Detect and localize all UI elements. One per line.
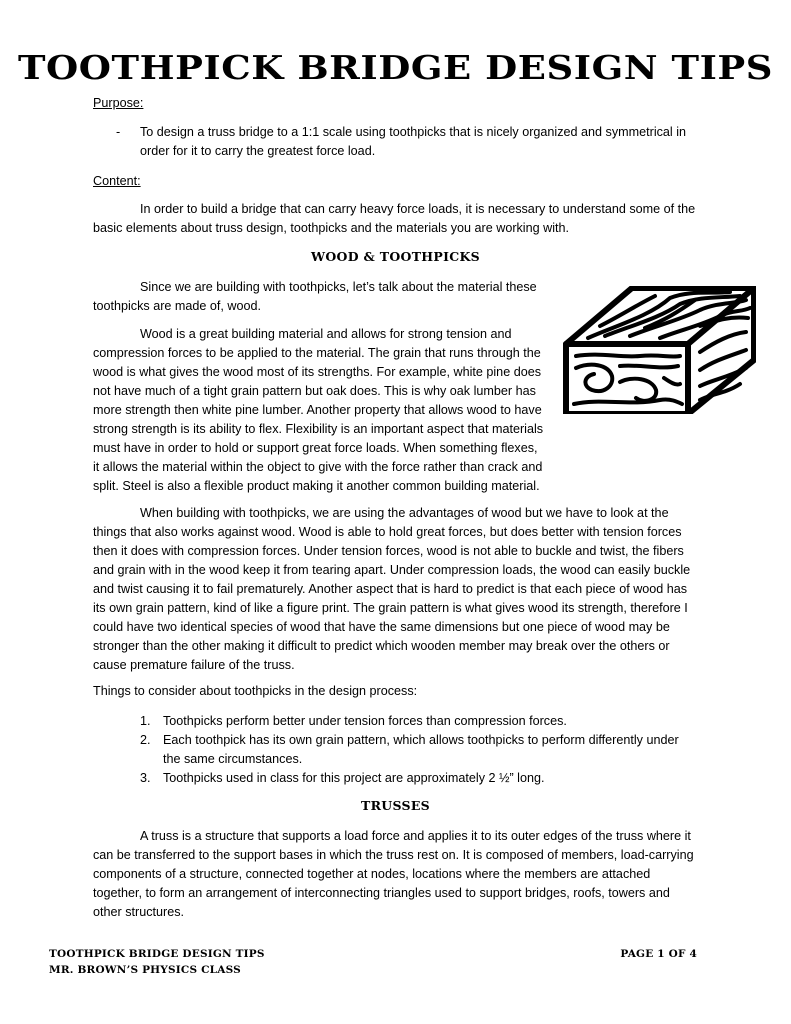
wood-paragraph-1 (93, 278, 543, 316)
purpose-text: To design a truss bridge to a 1:1 scale using toothpicks that is nicely organized and symmetrical in order for it to carry the greatest force load. (140, 125, 687, 158)
intro-paragraph: In order to build a bridge that can carry heavy force loads, it is necessary to understand some of the basic elements about truss design, toothpicks and the materials you are working with. (93, 202, 696, 235)
footer-doc-title: TOOTHPICK BRIDGE DESIGN TIPS (49, 948, 265, 960)
page-title: TOOTHPICK BRIDGE DESIGN TIPS (17, 48, 774, 87)
wood-p3-text: When building with toothpicks, we are using the advantages of wood but we have to look at the things that also works against wood. Wood is able to hold great forces, but does better with tension forces then it does with compression forces. Under tension forces, wood is not able to buckle and twist, the fibers and grain with in the wood keep it from tearing apart. Under compression loads, the wood can easily buckle and twist causing it to fail prematurely. Another aspect that is hard to predict is that each piece of wood has its own grain pattern, kind of like a figure print. The grain pattern is what gives wood its strength, therefore I could have two identical species of wood that have the same dimensions but one piece of wood may be stronger than the other making it difficult to predict which wooden member may break over the others or cause premature failure of the truss. (93, 506, 691, 672)
wood-paragraph-3 (93, 504, 696, 675)
content-intro (93, 200, 696, 238)
consider-text: Things to consider about toothpicks in the design process: (93, 684, 418, 698)
trusses-paragraph-1 (93, 827, 696, 922)
footer-page-number: PAGE 1 OF 4 (620, 948, 697, 960)
wood-p1-text: Since we are building with toothpicks, let’s talk about the material these toothpicks are made of, wood. (93, 280, 537, 313)
list-item-text: Toothpicks perform better under tension forces than compression forces. (163, 714, 567, 728)
list-item (93, 769, 696, 788)
footer-class-name: MR. BROWN’S PHYSICS CLASS (49, 964, 241, 976)
wood-section-heading: WOOD & TOOTHPICKS (310, 249, 481, 264)
trusses-p1-text: A truss is a structure that supports a load force and applies it to its outer edges of the truss where it can be transferred to the support bases in which the truss rest on. It is composed of members, load-carrying components of a structure, connected together at nodes, locations where the members are attached together, to form an arrangement of interconnecting triangles used to support bridges, roofs, towers and other structures. (93, 829, 694, 919)
trusses-section-heading: TRUSSES (360, 798, 431, 813)
purpose-bullet: - (116, 125, 121, 139)
list-item (93, 712, 696, 731)
list-item (93, 731, 696, 769)
wood-paragraph-2 (93, 325, 696, 496)
content-label: Content: (93, 174, 141, 188)
list-item-number: 1. (140, 714, 151, 728)
purpose-label: Purpose: (93, 96, 144, 110)
list-item-number: 3. (140, 771, 151, 785)
list-item-text: Each toothpick has its own grain pattern, which allows toothpicks to perform differently under the same circumstances. (163, 733, 679, 766)
list-item-number: 2. (140, 733, 151, 747)
wood-p2-text: Wood is a great building material and allows for strong tension and compression forces to be applied to the material. The grain that runs through the wood is what gives the wood most of its strengths. For example, white pine does not have much of a tight grain pattern but oak does. This is why oak lumber has more strength then white pine lumber. Another property that allows wood to have strong strength is its ability to flex. Flexibility is an important aspect that materials must have in order to hold or support great force loads. When something flexes, it allows the material within the object to give with the force rather than crack and split. Steel is also a flexible product making it another common building material. (93, 327, 544, 493)
footer-left (49, 946, 265, 978)
list-item-text: Toothpicks used in class for this project are approximately 2 ½” long. (163, 771, 545, 785)
toothpick-considerations-list (93, 712, 696, 788)
